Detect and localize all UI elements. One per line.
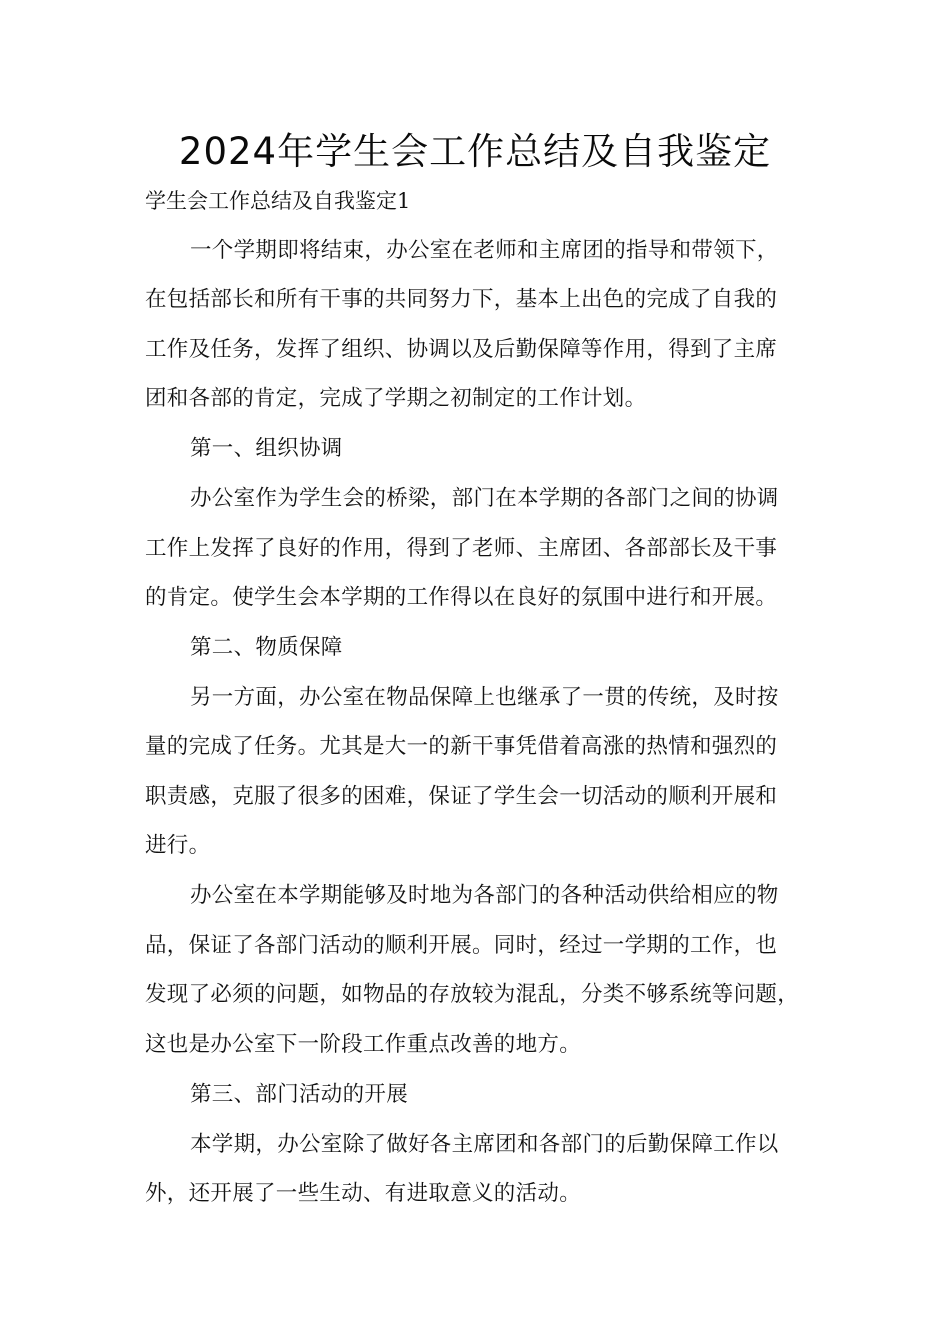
section-heading: 第三、部门活动的开展 <box>190 1082 409 1107</box>
paragraph-line: 另一方面，办公室在物品保障上也继承了一贯的传统，及时按 <box>190 685 779 710</box>
paragraph-line: 本学期，办公室除了做好各主席团和各部门的后勤保障工作以 <box>190 1132 779 1157</box>
paragraph-line: 职责感，克服了很多的困难，保证了学生会一切活动的顺利开展和 <box>145 784 778 809</box>
paragraph-line: 一个学期即将结束，办公室在老师和主席团的指导和带领下， <box>190 238 779 263</box>
document-title: 2024年学生会工作总结及自我鉴定 <box>178 130 772 173</box>
document-subtitle: 学生会工作总结及自我鉴定1 <box>145 189 411 213</box>
paragraph-line: 进行。 <box>145 833 211 858</box>
paragraph-line: 外，还开展了一些生动、有进取意义的活动。 <box>145 1181 582 1206</box>
paragraph-line: 品，保证了各部门活动的顺利开展。同时，经过一学期的工作，也 <box>145 933 778 958</box>
paragraph-line: 办公室在本学期能够及时地为各部门的各种活动供给相应的物 <box>190 883 779 908</box>
paragraph-line: 这也是办公室下一阶段工作重点改善的地方。 <box>145 1032 582 1057</box>
paragraph-line: 量的完成了任务。尤其是大一的新干事凭借着高涨的热情和强烈的 <box>145 734 778 759</box>
section-heading: 第二、物质保障 <box>190 635 343 660</box>
paragraph-line: 团和各部的肯定，完成了学期之初制定的工作计划。 <box>145 386 647 411</box>
section-heading: 第一、组织协调 <box>190 436 343 461</box>
paragraph-line: 在包括部长和所有干事的共同努力下，基本上出色的完成了自我的 <box>145 287 778 312</box>
paragraph-line: 办公室作为学生会的桥梁，部门在本学期的各部门之间的协调 <box>190 486 779 511</box>
paragraph-line: 工作及任务，发挥了组织、协调以及后勤保障等作用，得到了主席 <box>145 337 778 362</box>
paragraph-line: 的肯定。使学生会本学期的工作得以在良好的氛围中进行和开展。 <box>145 585 778 610</box>
paragraph-line: 工作上发挥了良好的作用，得到了老师、主席团、各部部长及干事 <box>145 536 778 561</box>
paragraph-line: 发现了必须的问题，如物品的存放较为混乱，分类不够系统等问题， <box>145 982 800 1007</box>
